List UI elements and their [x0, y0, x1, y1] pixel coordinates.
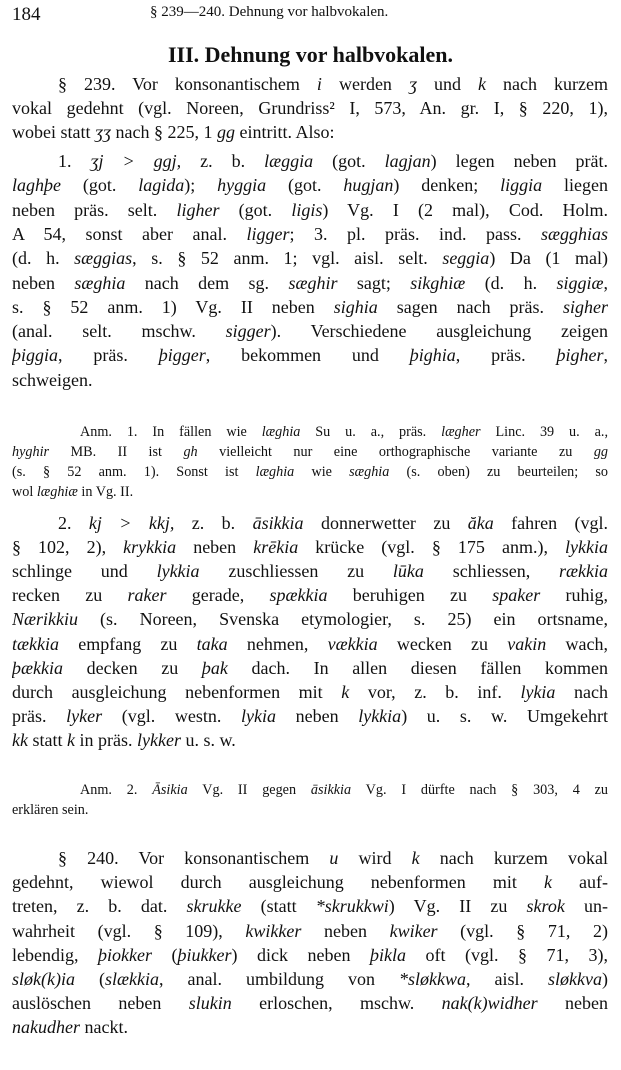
text-run: z. b. [174, 513, 253, 533]
item-2-line [12, 535, 608, 561]
italic-term: ăka [467, 513, 494, 533]
text-run: eintritt. Also: [234, 122, 335, 143]
text-run: s. § 52 anm. 1) Vg. II neben [12, 296, 334, 317]
item-1-line [12, 271, 608, 297]
italic-term: krēkia [253, 537, 299, 558]
italic-term: Nærikkiu [12, 609, 78, 630]
italic-term: lykkia [156, 561, 200, 582]
text-run: un- [564, 896, 608, 917]
text-run: wach, [546, 633, 608, 654]
text-run: ) Vg. II zu [388, 896, 527, 917]
item-1-line [12, 319, 608, 345]
italic-term: sæghia [74, 272, 126, 293]
text-run: ( [74, 969, 105, 989]
italic-term: u [329, 848, 339, 868]
text-run: dach. In allen diesen fällen kommen [227, 657, 608, 678]
note-1-line [12, 442, 608, 462]
italic-term: hyghir [12, 444, 50, 460]
italic-term: slækkia [105, 969, 159, 989]
italic-term: hyggia [217, 175, 267, 196]
italic-term: ligher [176, 199, 220, 220]
italic-term: læghiæ [36, 484, 78, 500]
italic-term: slukin [188, 993, 232, 1014]
text-run: ) dick neben [231, 944, 370, 965]
italic-term: sigher [563, 296, 608, 317]
text-run: (vgl. § 71, 2) [437, 920, 608, 941]
italic-term: lūka [392, 561, 424, 582]
item-2-line [12, 656, 608, 682]
italic-term: skrukke [186, 896, 242, 917]
text-run: präs. [12, 705, 67, 726]
note-1-line [80, 422, 608, 442]
italic-term: ʒʒ [95, 122, 111, 143]
item-2-line [58, 511, 608, 537]
italic-term: k [543, 872, 552, 893]
italic-term: tækkia [12, 633, 59, 654]
text-run: , aisl. [466, 969, 549, 989]
item-2-line [12, 583, 608, 609]
text-run: ); [184, 175, 218, 196]
italic-term: krykkia [123, 537, 177, 558]
text-run: sagen nach präs. [377, 296, 563, 317]
text-run: nach § 225, 1 [110, 122, 217, 143]
text-run: donnerwetter zu [303, 513, 468, 533]
text-run: Linc. 39 u. a., [480, 424, 608, 440]
text-run: nach kurzem vokal [419, 848, 608, 868]
italic-term: nakudher [12, 1017, 80, 1038]
italic-term: spaker [492, 585, 541, 606]
italic-term: hugjan [343, 175, 394, 196]
text-run: (d. h. [12, 248, 75, 269]
text-run: § 102, 2), [12, 537, 124, 558]
italic-term: sæghir [288, 272, 338, 293]
text-run: ) u. s. w. Umgekehrt [401, 705, 608, 726]
section-title: III. Dehnung vor halbvokalen. [167, 42, 454, 67]
item-2-line [12, 704, 608, 730]
note-1-line [12, 462, 608, 482]
text-run: beruhigen zu [327, 585, 493, 606]
text-run: neben [537, 993, 608, 1014]
text-run: gedehnt, wiewol durch ausgleichung nebenformen mit [12, 872, 544, 893]
text-run: ) legen neben prät. [430, 151, 608, 171]
text-run: wobei statt [12, 122, 95, 143]
text-run: , anal. umbildung von [159, 969, 400, 989]
text-run: , präs. [58, 345, 159, 366]
text-run: wol [12, 484, 37, 500]
item-2-line [12, 607, 608, 633]
text-run: recken zu [12, 585, 128, 606]
item-1-line [12, 198, 608, 224]
italic-term: kwikker [245, 920, 302, 941]
item-1-line [12, 222, 608, 248]
text-run: neben [176, 537, 254, 558]
text-run: nackt. [79, 1017, 128, 1038]
italic-term: vækkia [327, 633, 378, 654]
text-run: wahrheit (vgl. § 109), [12, 920, 246, 941]
italic-term: lægher [441, 424, 481, 440]
item-1-line [12, 343, 608, 369]
italic-term: ligis [291, 199, 323, 220]
text-run: u. s. w. [180, 729, 236, 750]
text-run: und [416, 74, 478, 94]
text-run: (got. [219, 199, 292, 220]
italic-term: siggiæ [556, 272, 604, 293]
italic-term: liggia [500, 175, 543, 196]
text-run: gerade, [166, 585, 270, 606]
text-run: § 240. Vor konsonantischem [58, 848, 330, 868]
italic-term: sløkkva [548, 969, 603, 989]
text-run: , s. § 52 anm. 1; vgl. aisl. selt. [132, 248, 443, 269]
text-run: (got. [61, 175, 139, 196]
italic-term: rækkia [559, 561, 608, 582]
text-run: lebendig, [12, 944, 98, 965]
item-1-line [58, 149, 608, 175]
text-run: durch ausgleichung nebenformen mit [12, 681, 342, 702]
italic-term: nak(k)widher [441, 993, 538, 1014]
text-run: schliessen, [423, 561, 559, 582]
text-run: Anm. 2. [80, 782, 153, 798]
text-run: treten, z. b. dat. [12, 896, 187, 917]
text-run: ) [602, 969, 608, 989]
italic-term: laghþe [12, 175, 61, 196]
note-2-line [12, 800, 608, 820]
running-head: § 239—240. Dehnung vor halbvokalen. [150, 4, 389, 20]
italic-term: *skrukkwi [315, 896, 389, 917]
paragraph-239-line [12, 96, 608, 122]
text-run: , präs. [455, 345, 557, 366]
italic-term: lykkia [358, 705, 402, 726]
text-run: ) Vg. I (2 mal), Cod. Holm. [322, 199, 608, 220]
text-run: z. b. [181, 151, 265, 171]
italic-term: spækkia [269, 585, 328, 606]
text-run: neben präs. selt. [12, 199, 177, 220]
text-run: wecken zu [377, 633, 508, 654]
italic-term: lyker [66, 705, 103, 726]
text-run: , bekommen und [205, 345, 410, 366]
italic-term: þiukker [177, 944, 232, 965]
text-run: vokal gedehnt (vgl. Noreen, Grundriss² I, 573, An. gr. I, § 220, 1), [12, 98, 608, 119]
text-run: oft (vgl. § 71, 3), [405, 944, 608, 965]
item-1-line [12, 173, 608, 199]
text-run: schlinge und [12, 561, 157, 582]
item-1-line [12, 246, 608, 272]
text-run: Vg. II gegen [187, 782, 311, 798]
italic-term: sæghia [349, 464, 390, 480]
text-run: Anm. 1. In fällen wie [80, 424, 262, 440]
text-run: ( [151, 944, 178, 965]
text-run: (s. oben) zu beurteilen; so [389, 464, 608, 480]
italic-term: þækkia [12, 657, 63, 678]
text-run: krücke (vgl. § 175 anm.), [298, 537, 566, 558]
italic-term: gg [593, 444, 608, 460]
paragraph-240-line [12, 870, 608, 896]
text-run: auslöschen neben [12, 993, 189, 1014]
italic-term: sigger [225, 321, 271, 342]
italic-term: skrok [526, 896, 565, 917]
text-run: werden [321, 74, 409, 94]
italic-term: þigher [556, 345, 604, 366]
italic-term: þigger [158, 345, 206, 366]
italic-term: lykia [240, 705, 276, 726]
italic-term: sikghiæ [410, 272, 466, 293]
item-2-line [12, 559, 608, 585]
italic-term: kwiker [389, 920, 438, 941]
text-run: (d. h. [465, 272, 557, 293]
item-2-line [12, 680, 608, 706]
paragraph-240-line [12, 1015, 608, 1041]
text-run: nach dem sg. [125, 272, 289, 293]
text-run: (got. [313, 151, 385, 171]
note-2-line [80, 780, 608, 800]
italic-term: k [478, 74, 486, 94]
text-run: auf- [551, 872, 608, 893]
text-run: , [603, 272, 608, 293]
italic-term: lykia [520, 681, 556, 702]
text-run: MB. II ist [49, 444, 184, 460]
note-1-line [12, 482, 608, 502]
italic-term: lagida [138, 175, 185, 196]
italic-term: þighia [409, 345, 456, 366]
text-run: , [603, 345, 608, 366]
item-2-line [12, 728, 608, 754]
text-run: (anal. selt. mschw. [12, 321, 226, 342]
italic-term: Āsikia [152, 782, 188, 798]
text-run: in Vg. II. [77, 484, 134, 500]
paragraph-240-line [58, 846, 608, 872]
text-run: empfang zu [59, 633, 197, 654]
italic-term: sægghias [540, 223, 608, 244]
italic-term: gh [183, 444, 198, 460]
italic-term: āsikkia [310, 782, 352, 798]
italic-term: taka [196, 633, 228, 654]
text-run: neben [12, 272, 75, 293]
italic-term: þak [201, 657, 228, 678]
text-run: erklären sein. [12, 801, 89, 818]
paragraph-240-line [12, 991, 608, 1017]
text-run: neben [275, 705, 359, 726]
text-run: (s. Noreen, Svenska etymologier, s. 25) ein ortsname, [78, 609, 608, 630]
page-number: 184 [12, 4, 41, 25]
italic-term: ʒ [408, 74, 417, 94]
text-run: (statt [241, 896, 316, 917]
italic-term: k [411, 848, 420, 868]
text-run: wird [338, 848, 412, 868]
text-run: decken zu [63, 657, 202, 678]
italic-term: sæggias [74, 248, 133, 269]
italic-term: læggia [264, 151, 314, 171]
text-run: zuschliessen zu [199, 561, 393, 582]
text-run: nach kurzem [486, 74, 608, 94]
text-run: nach [555, 681, 608, 702]
paragraph-239-line [12, 120, 608, 146]
italic-term: læghia [255, 464, 295, 480]
italic-term: i [316, 74, 322, 94]
italic-term: raker [127, 585, 167, 606]
italic-term: gg [216, 122, 235, 143]
text-run: in präs. [74, 729, 137, 750]
italic-term: vakin [507, 633, 547, 654]
text-run: § 239. Vor konsonantischem [58, 74, 317, 94]
paragraph-239-line [58, 72, 608, 98]
italic-term: kj > kkj, [88, 513, 175, 533]
text-run: sagt; [337, 272, 411, 293]
text-run: schweigen. [12, 369, 93, 390]
item-2-line [12, 632, 608, 658]
paragraph-240-line [12, 943, 608, 969]
text-run: (vgl. westn. [102, 705, 241, 726]
text-run: 2. [58, 513, 89, 533]
text-run: ruhig, [540, 585, 608, 606]
italic-term: þikla [369, 944, 406, 965]
text-run: ; 3. pl. präs. ind. pass. [289, 223, 541, 244]
italic-term: āsikkia [252, 513, 304, 533]
text-run: liegen [542, 175, 608, 196]
italic-term: lykkia [565, 537, 608, 558]
italic-term: ʒj > ggj, [90, 151, 182, 171]
text-run: ). Verschiedene ausgleichung zeigen [270, 321, 608, 342]
italic-term: læghia [261, 424, 301, 440]
italic-term: lagjan [384, 151, 431, 171]
italic-term: k [66, 729, 75, 750]
text-run: ) denken; [393, 175, 501, 196]
text-run: vielleicht nur eine orthographische variante zu [197, 444, 594, 460]
text-run: fahren (vgl. [493, 513, 608, 533]
text-run: erloschen, mschw. [231, 993, 442, 1014]
text-run: (got. [266, 175, 344, 196]
text-run: vor, z. b. inf. [349, 681, 521, 702]
italic-term: seggia [442, 248, 490, 269]
text-run: Su u. a., präs. [300, 424, 442, 440]
paragraph-240-line [12, 894, 608, 920]
italic-term: ligger [246, 223, 290, 244]
text-run: Vg. I dürfte nach § 303, 4 zu [351, 782, 608, 798]
paragraph-240-line [12, 967, 608, 993]
text-run: neben [301, 920, 390, 941]
italic-term: *sløkkwa [399, 969, 467, 989]
italic-term: sighia [333, 296, 378, 317]
text-run: ) Da (1 mal) [489, 248, 608, 269]
text-run: 1. [58, 151, 91, 171]
italic-term: lykker [136, 729, 181, 750]
item-1-line [12, 295, 608, 321]
italic-term: sløk(k)ia [12, 969, 75, 989]
text-run: nehmen, [227, 633, 328, 654]
text-run: statt [27, 729, 67, 750]
text-run: (s. § 52 anm. 1). Sonst ist [12, 464, 256, 480]
text-run: wie [294, 464, 350, 480]
italic-term: þiggia [12, 345, 59, 366]
italic-term: þiokker [98, 944, 152, 965]
text-run: A 54, sonst aber anal. [12, 223, 247, 244]
italic-term: k [341, 681, 350, 702]
item-1-line [12, 368, 608, 394]
paragraph-240-line [12, 919, 608, 945]
italic-term: kk [12, 729, 28, 750]
